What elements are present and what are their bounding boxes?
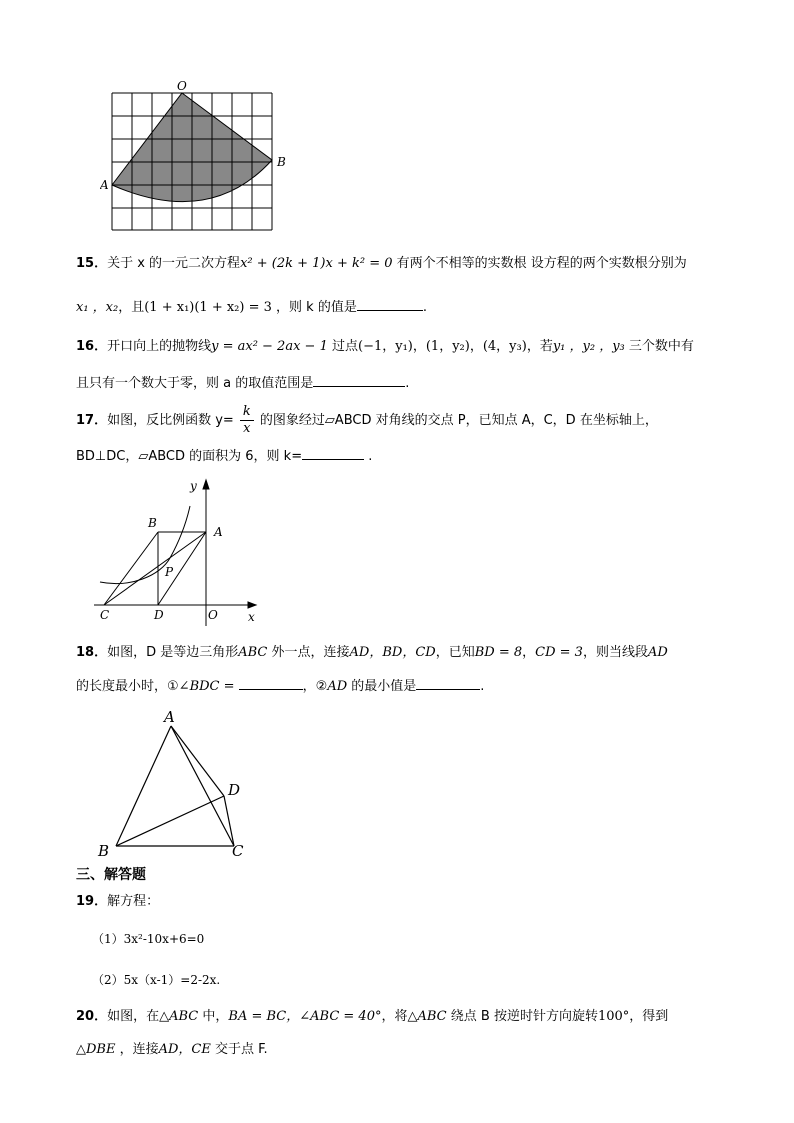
question-16-line1 (76, 338, 694, 356)
fig18-c: C (232, 842, 244, 860)
q18-ad2: AD (327, 679, 348, 694)
fig17-c: C (100, 608, 110, 622)
q18-end: . (480, 679, 485, 694)
fig17-x: x (248, 610, 255, 624)
q20-text-d: 绕点 B 按逆时针方向旋转 (450, 1009, 598, 1024)
q18-line2-a: 的长度最小时， (76, 679, 168, 694)
q18-text-c: ，已知 (435, 645, 475, 660)
q18-bd: BD = 8 (474, 645, 523, 660)
fig18-d: D (228, 781, 241, 799)
q16-vars: y₁ ，y₂ ，y₃ (552, 339, 625, 354)
fig18-b: B (98, 842, 110, 860)
q20-tri2: △ABC (407, 1009, 447, 1024)
q18-line2-c: 的最小值是 (351, 679, 417, 694)
q19-text: 解方程： (107, 894, 160, 909)
question-18-line2 (76, 676, 484, 696)
q15-equation: x² + (2k + 1)x + k² = 0 (240, 256, 393, 271)
q15-end: . (422, 300, 427, 315)
fig18-a: A (164, 708, 175, 726)
q20-segs: AD，CE (158, 1042, 211, 1057)
q20-tri1: △ABC (159, 1009, 199, 1024)
q16-line2: 且只有一个数大于零，则 a 的取值范围是 (76, 376, 314, 391)
question-20-line1 (76, 1008, 668, 1026)
q18-ad: AD (647, 645, 668, 660)
q18-text-a: 如图，D 是等边三角形 (107, 645, 239, 660)
q16-number: 16． (76, 339, 108, 354)
q16-text-a: 开口向上的抛物线 (107, 339, 212, 354)
q15-roots: x₁ ，x₂ (76, 300, 119, 315)
sector-grid-figure (100, 78, 300, 238)
q15-text-c: ，且 (118, 300, 145, 315)
question-19 (76, 893, 159, 911)
q18-sep: ， (522, 645, 536, 660)
q19-number: 19． (76, 894, 108, 909)
q15-text-b: 有两个不相等的实数根 设方程的两个实数根分别为 (396, 256, 687, 271)
q19-part2: （2）5x（x-1）=2-2x. (92, 973, 221, 987)
q20-tri3: △DBE (76, 1042, 116, 1057)
q20-text-a: 如图，在 (107, 1009, 160, 1024)
triangle-abc-d-figure (96, 706, 256, 862)
q18-circle1: ① (167, 679, 179, 694)
fig17-a: A (214, 525, 223, 539)
question-18-line1 (76, 644, 668, 662)
fig17-p: P (165, 565, 174, 579)
q15-answer-blank[interactable] (357, 297, 423, 311)
question-15-line2 (76, 297, 427, 317)
fig15-label-o: O (177, 79, 187, 93)
q15-number: 15． (76, 256, 108, 271)
q15-text-a: 关于 x 的一元二次方程 (107, 256, 241, 271)
fig17-d: D (154, 608, 164, 622)
q16-points: (−1，y₁)，(1，y₂)，(4，y₃) (358, 339, 527, 354)
fig17-y: y (190, 479, 197, 493)
q18-text-d: ，则当线段 (582, 645, 648, 660)
q19-part1: （1）3x²-10x+6=0 (92, 932, 205, 946)
q17-line2: BD⊥DC，▱ABCD 的面积为 6，则 k= (76, 449, 303, 464)
q20-cond: BA = BC，∠ABC = 40° (228, 1009, 382, 1024)
q18-answer-blank-2[interactable] (416, 676, 480, 690)
fig17-o: O (208, 608, 218, 622)
q20-text-f: ，连接 (119, 1042, 159, 1057)
q17-fraction (240, 404, 254, 437)
hyperbola-parallelogram-figure (90, 476, 270, 626)
q18-circle2: ② (315, 679, 328, 694)
q17-end: . (368, 449, 373, 464)
q18-angle: ∠BDC = (178, 679, 235, 694)
q18-answer-blank-1[interactable] (239, 676, 303, 690)
q16-text-c: ，若 (526, 339, 553, 354)
q15-text-d: ，则 k 的值是 (276, 300, 357, 315)
q20-text-e: ，得到 (629, 1009, 669, 1024)
question-15-line1 (76, 255, 687, 273)
q17-text-a: 如图，反比例函数 y= (107, 413, 234, 428)
q17-answer-blank[interactable] (302, 446, 364, 460)
q18-cd: CD = 3 (535, 645, 583, 660)
question-16-line2 (76, 373, 409, 393)
q20-deg: 100° (597, 1009, 630, 1024)
q16-end: . (405, 376, 410, 391)
question-20-line2 (76, 1041, 268, 1059)
q16-answer-blank[interactable] (313, 373, 405, 387)
q17-frac-num: k (242, 404, 251, 419)
question-17-line1 (76, 404, 658, 437)
q18-number: 18． (76, 645, 108, 660)
q16-equation: y = ax² − 2ax − 1 (211, 339, 328, 354)
q17-number: 17． (76, 413, 108, 428)
q20-text-b: 中， (202, 1009, 229, 1024)
section-title: 三、解答题 (76, 867, 146, 883)
q18-text-b: 外一点，连接 (271, 645, 350, 660)
q18-line2-b: ， (302, 679, 316, 694)
q17-text-b: 的图象经过▱ABCD 对角线的交点 P，已知点 A，C，D 在坐标轴上， (259, 413, 658, 428)
q16-text-d: 三个数中有 (628, 339, 694, 354)
fig15-label-a: A (100, 178, 109, 192)
q18-abc: ABC (238, 645, 268, 660)
fig17-b: B (148, 516, 157, 530)
question-17-line2 (76, 446, 372, 466)
fig15-label-b: B (277, 155, 286, 169)
q20-text-c: ，将 (381, 1009, 408, 1024)
q20-number: 20． (76, 1009, 108, 1024)
q17-frac-den: x (243, 421, 251, 436)
q20-text-g: 交于点 F. (215, 1042, 268, 1057)
q15-condition: (1 + x₁)(1 + x₂) = 3 (144, 300, 272, 315)
q16-text-b: 过点 (331, 339, 358, 354)
q18-segs: AD，BD，CD (349, 645, 436, 660)
